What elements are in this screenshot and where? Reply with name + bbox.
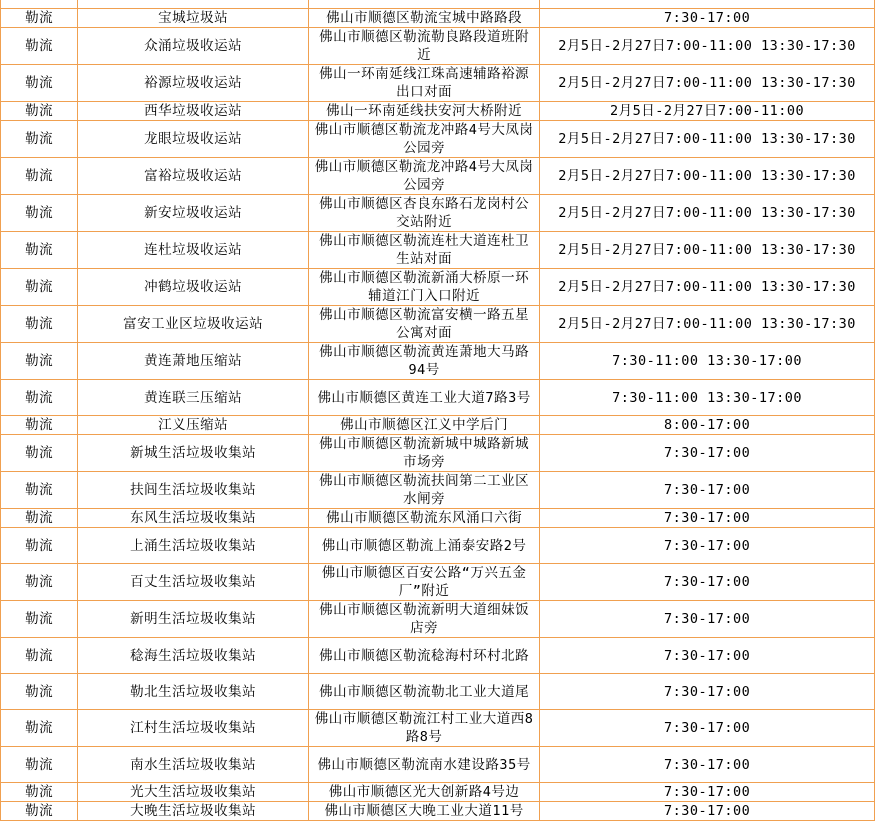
cell-hours: 7:30-17:00 [540, 509, 875, 528]
table-row [1, 9, 875, 28]
table-body [1, 0, 875, 821]
cell-station: 江义压缩站 [78, 416, 309, 435]
cell-address: 佛山市顺德区勒流勒北工业大道尾 [309, 674, 540, 710]
table-row [1, 472, 875, 509]
cell-district: 勒流 [1, 65, 78, 102]
cell-address: 佛山一环南延线江珠高速辅路裕源出口对面 [309, 65, 540, 102]
cell-address: 佛山市顺德区勒流龙冲路4号大凤岗公园旁 [309, 121, 540, 158]
cell-station: 宝城垃圾站 [78, 9, 309, 28]
cell-station: 西华垃圾收运站 [78, 102, 309, 121]
table-row [1, 528, 875, 564]
cell-address [309, 0, 540, 9]
table-row [1, 269, 875, 306]
cell-district: 勒流 [1, 435, 78, 472]
cell-station: 富裕垃圾收运站 [78, 158, 309, 195]
cell-district: 勒流 [1, 232, 78, 269]
cell-district: 勒流 [1, 710, 78, 747]
cell-hours: 7:30-11:00 13:30-17:00 [540, 343, 875, 380]
table-row [1, 435, 875, 472]
cell-address: 佛山市顺德区勒流富安横一路五星公寓对面 [309, 306, 540, 343]
cell-hours: 2月5日-2月27日7:00-11:00 13:30-17:30 [540, 28, 875, 65]
table-row [1, 710, 875, 747]
cell-address: 佛山市顺德区勒流南水建设路35号 [309, 747, 540, 783]
cell-district: 勒流 [1, 28, 78, 65]
cell-station [78, 0, 309, 9]
cell-station: 东风生活垃圾收集站 [78, 509, 309, 528]
cell-district: 勒流 [1, 638, 78, 674]
cell-station: 裕源垃圾收运站 [78, 65, 309, 102]
cell-hours: 8:00-17:00 [540, 416, 875, 435]
table-row [1, 638, 875, 674]
cell-district: 勒流 [1, 195, 78, 232]
cell-district: 勒流 [1, 472, 78, 509]
cell-station: 百丈生活垃圾收集站 [78, 564, 309, 601]
cell-address: 佛山市顺德区勒流新明大道细妹饭店旁 [309, 601, 540, 638]
cell-station: 扶闾生活垃圾收集站 [78, 472, 309, 509]
cell-hours: 7:30-17:00 [540, 710, 875, 747]
cell-hours: 2月5日-2月27日7:00-11:00 13:30-17:30 [540, 158, 875, 195]
cell-hours: 7:30-17:00 [540, 802, 875, 821]
cell-district: 勒流 [1, 783, 78, 802]
table-row [1, 306, 875, 343]
cell-hours: 7:30-11:00 13:30-17:00 [540, 380, 875, 416]
cell-district: 勒流 [1, 380, 78, 416]
table-row [1, 509, 875, 528]
cell-address: 佛山一环南延线扶安河大桥附近 [309, 102, 540, 121]
table-row [1, 121, 875, 158]
cell-station: 黄连联三压缩站 [78, 380, 309, 416]
table-row [1, 416, 875, 435]
table-row [1, 564, 875, 601]
table-row [1, 674, 875, 710]
cell-station: 新明生活垃圾收集站 [78, 601, 309, 638]
cell-address: 佛山市顺德区勒流稔海村环村北路 [309, 638, 540, 674]
cell-address: 佛山市顺德区勒流连杜大道连杜卫生站对面 [309, 232, 540, 269]
cell-district: 勒流 [1, 674, 78, 710]
table-row [1, 65, 875, 102]
cell-station: 冲鹤垃圾收运站 [78, 269, 309, 306]
cell-district [1, 0, 78, 9]
cell-district: 勒流 [1, 601, 78, 638]
cell-district: 勒流 [1, 747, 78, 783]
cell-district: 勒流 [1, 121, 78, 158]
table-row [1, 158, 875, 195]
cell-hours: 2月5日-2月27日7:00-11:00 13:30-17:30 [540, 269, 875, 306]
cell-address: 佛山市顺德区杏良东路石龙岗村公交站附近 [309, 195, 540, 232]
cell-district: 勒流 [1, 9, 78, 28]
table-row [1, 343, 875, 380]
cell-address: 佛山市顺德区黄连工业大道7路3号 [309, 380, 540, 416]
cell-district: 勒流 [1, 528, 78, 564]
cell-station: 龙眼垃圾收运站 [78, 121, 309, 158]
cell-address: 佛山市顺德区百安公路“万兴五金厂”附近 [309, 564, 540, 601]
cell-address: 佛山市顺德区勒流东风涌口六街 [309, 509, 540, 528]
cell-hours: 2月5日-2月27日7:00-11:00 13:30-17:30 [540, 195, 875, 232]
cell-hours: 7:30-17:00 [540, 9, 875, 28]
cell-hours: 2月5日-2月27日7:00-11:00 13:30-17:30 [540, 306, 875, 343]
table-row-partial [1, 0, 875, 9]
cell-hours: 7:30-17:00 [540, 638, 875, 674]
cell-hours: 7:30-17:00 [540, 601, 875, 638]
cell-station: 黄连萧地压缩站 [78, 343, 309, 380]
cell-hours: 7:30-17:00 [540, 472, 875, 509]
cell-station: 光大生活垃圾收集站 [78, 783, 309, 802]
cell-station: 连杜垃圾收运站 [78, 232, 309, 269]
cell-district: 勒流 [1, 158, 78, 195]
cell-station: 勒北生活垃圾收集站 [78, 674, 309, 710]
cell-station: 众涌垃圾收运站 [78, 28, 309, 65]
cell-hours: 2月5日-2月27日7:00-11:00 13:30-17:30 [540, 121, 875, 158]
cell-station: 大晚生活垃圾收集站 [78, 802, 309, 821]
cell-station: 江村生活垃圾收集站 [78, 710, 309, 747]
cell-district: 勒流 [1, 802, 78, 821]
table-row [1, 802, 875, 821]
cell-address: 佛山市顺德区勒流勒良路段道班附近 [309, 28, 540, 65]
table-row [1, 380, 875, 416]
cell-station: 富安工业区垃圾收运站 [78, 306, 309, 343]
cell-station: 新城生活垃圾收集站 [78, 435, 309, 472]
cell-hours: 2月5日-2月27日7:00-11:00 13:30-17:30 [540, 232, 875, 269]
cell-address: 佛山市顺德区勒流新城中城路新城市场旁 [309, 435, 540, 472]
cell-district: 勒流 [1, 509, 78, 528]
cell-hours: 2月5日-2月27日7:00-11:00 13:30-17:30 [540, 65, 875, 102]
cell-address: 佛山市顺德区勒流扶闾第二工业区水闸旁 [309, 472, 540, 509]
cell-address: 佛山市顺德区大晚工业大道11号 [309, 802, 540, 821]
cell-district: 勒流 [1, 343, 78, 380]
cell-address: 佛山市顺德区勒流江村工业大道西8路8号 [309, 710, 540, 747]
cell-district: 勒流 [1, 102, 78, 121]
cell-address: 佛山市顺德区勒流新涌大桥原一环辅道江门入口附近 [309, 269, 540, 306]
cell-address: 佛山市顺德区江义中学后门 [309, 416, 540, 435]
table-row [1, 601, 875, 638]
cell-station: 稔海生活垃圾收集站 [78, 638, 309, 674]
cell-hours: 7:30-17:00 [540, 435, 875, 472]
cell-address: 佛山市顺德区光大创新路4号边 [309, 783, 540, 802]
table-row [1, 232, 875, 269]
cell-address: 佛山市顺德区勒流上涌泰安路2号 [309, 528, 540, 564]
cell-station: 新安垃圾收运站 [78, 195, 309, 232]
cell-hours: 7:30-17:00 [540, 528, 875, 564]
table-row [1, 195, 875, 232]
cell-district: 勒流 [1, 564, 78, 601]
cell-hours: 7:30-17:00 [540, 674, 875, 710]
table-row [1, 28, 875, 65]
cell-address: 佛山市顺德区勒流宝城中路路段 [309, 9, 540, 28]
cell-hours: 7:30-17:00 [540, 564, 875, 601]
cell-hours: 7:30-17:00 [540, 783, 875, 802]
cell-district: 勒流 [1, 306, 78, 343]
cell-address: 佛山市顺德区勒流龙冲路4号大凤岗公园旁 [309, 158, 540, 195]
cell-station: 上涌生活垃圾收集站 [78, 528, 309, 564]
cell-address: 佛山市顺德区勒流黄连萧地大马路94号 [309, 343, 540, 380]
cell-hours: 2月5日-2月27日7:00-11:00 [540, 102, 875, 121]
table-row [1, 102, 875, 121]
cell-station: 南水生活垃圾收集站 [78, 747, 309, 783]
cell-hours [540, 0, 875, 9]
cell-district: 勒流 [1, 416, 78, 435]
cell-district: 勒流 [1, 269, 78, 306]
cell-hours: 7:30-17:00 [540, 747, 875, 783]
table-row [1, 747, 875, 783]
